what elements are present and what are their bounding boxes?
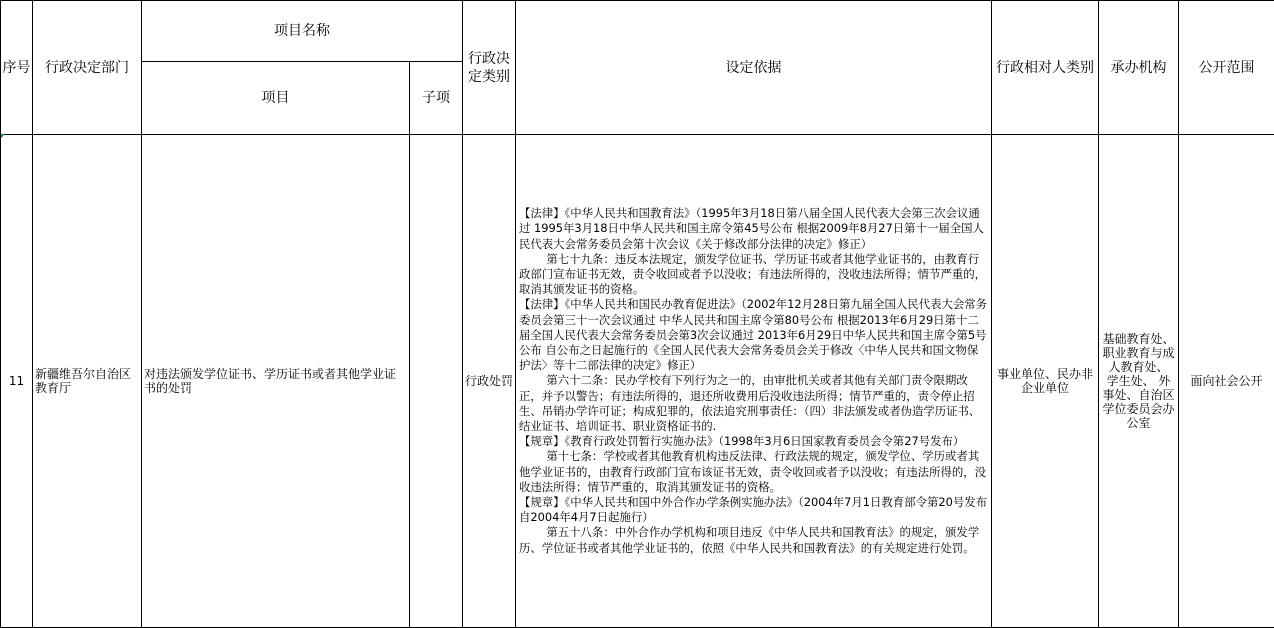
basis-paragraph: 【法律】《中华人民共和国教育法》（1995年3月18日第八届全国人民代表大会第三次会议通过 1995年3月18日中华人民共和国主席令第45号公布 根据2009年8月27日第十一届全国人民代表大会常务委员会第十次会议《关于修改部分法律的决定》修正） xyxy=(519,206,988,252)
header-agency: 承办机构 xyxy=(1099,1,1179,135)
basis-paragraph: 【法律】《中华人民共和国民办教育促进法》（2002年12月28日第九届全国人民代表大会常务委员会第三十一次会议通过 中华人民共和国主席令第80号公布 根据2013年6月29日第十二届全国人民代表大会常务委员会第3次会议通过 2013年6月29日中华人民共和国主席令第5号公布 自公布之日起施行的《全国人民代表大会常务委员会关于修改〈中华人民共和国文物保护法〉等十二部法律的决定》修正） xyxy=(519,297,988,373)
header-project-name: 项目名称 xyxy=(142,1,463,62)
basis-paragraph: 【规章】《教育行政处罚暂行实施办法》（1998年3月6日国家教育委员会令第27号发布） xyxy=(519,434,988,449)
row-scope: 面向社会公开 xyxy=(1179,135,1274,628)
header-seq: 序号 xyxy=(1,1,33,135)
row-seq: 11 xyxy=(1,135,33,628)
basis-paragraph: 第十七条：学校或者其他教育机构违反法律、行政法规的规定，颁发学位、学历或者其他学业证书的，由教育行政部门宣布该证书无效，责令收回或者予以没收；有违法所得的，没收违法所得；情节严重的，取消其颁发证书的资格。 xyxy=(519,449,988,495)
row-decision-type: 行政处罚 xyxy=(463,135,516,628)
row-project: 对违法颁发学位证书、学历证书或者其他学业证书的处罚 xyxy=(142,135,410,628)
row-counterparty: 事业单位、民办非企业单位 xyxy=(992,135,1099,628)
header-decision-type: 行政决定类别 xyxy=(463,1,516,135)
table-row xyxy=(1,135,1274,628)
header-basis: 设定依据 xyxy=(516,1,992,135)
header-project: 项目 xyxy=(142,62,410,135)
basis-paragraph: 【规章】《中华人民共和国中外合作办学条例实施办法》（2004年7月1日教育部令第20号发布 自2004年4月7日起施行） xyxy=(519,495,988,525)
header-dept: 行政决定部门 xyxy=(33,1,142,135)
basis-paragraph: 第七十九条：违反本法规定，颁发学位证书、学历证书或者其他学业证书的，由教育行政部门宣布证书无效，责令收回或者予以没收；有违法所得的，没收违法所得；情节严重的，取消其颁发证书的资格。 xyxy=(519,252,988,298)
row-dept: 新疆维吾尔自治区教育厅 xyxy=(33,135,142,628)
row-agency: 基础教育处、职业教育与成人教育处、 学生处、 外事处、自治区学位委员会办公室 xyxy=(1099,135,1179,628)
basis-paragraph: 第六十二条：民办学校有下列行为之一的，由审批机关或者其他有关部门责令限期改正，并予以警告；有违法所得的，退还所收费用后没收违法所得；情节严重的，责令停止招生、吊销办学许可证；构成犯罪的，依法追究刑事责任：（四）非法颁发或者伪造学历证书、结业证书、培训证书、职业资格证书的. xyxy=(519,373,988,434)
header-scope: 公开范围 xyxy=(1179,1,1274,135)
basis-paragraph: 第五十八条：中外合作办学机构和项目违反《中华人民共和国教育法》的规定，颁发学历、学位证书或者其他学业证书的，依照《中华人民共和国教育法》的有关规定进行处罚。 xyxy=(519,525,988,555)
row-sub-item xyxy=(410,135,463,628)
cell-comment-marker xyxy=(1,134,5,138)
row-basis xyxy=(516,135,992,628)
header-sub-item: 子项 xyxy=(410,62,463,135)
header-counterparty: 行政相对人类别 xyxy=(992,1,1099,135)
